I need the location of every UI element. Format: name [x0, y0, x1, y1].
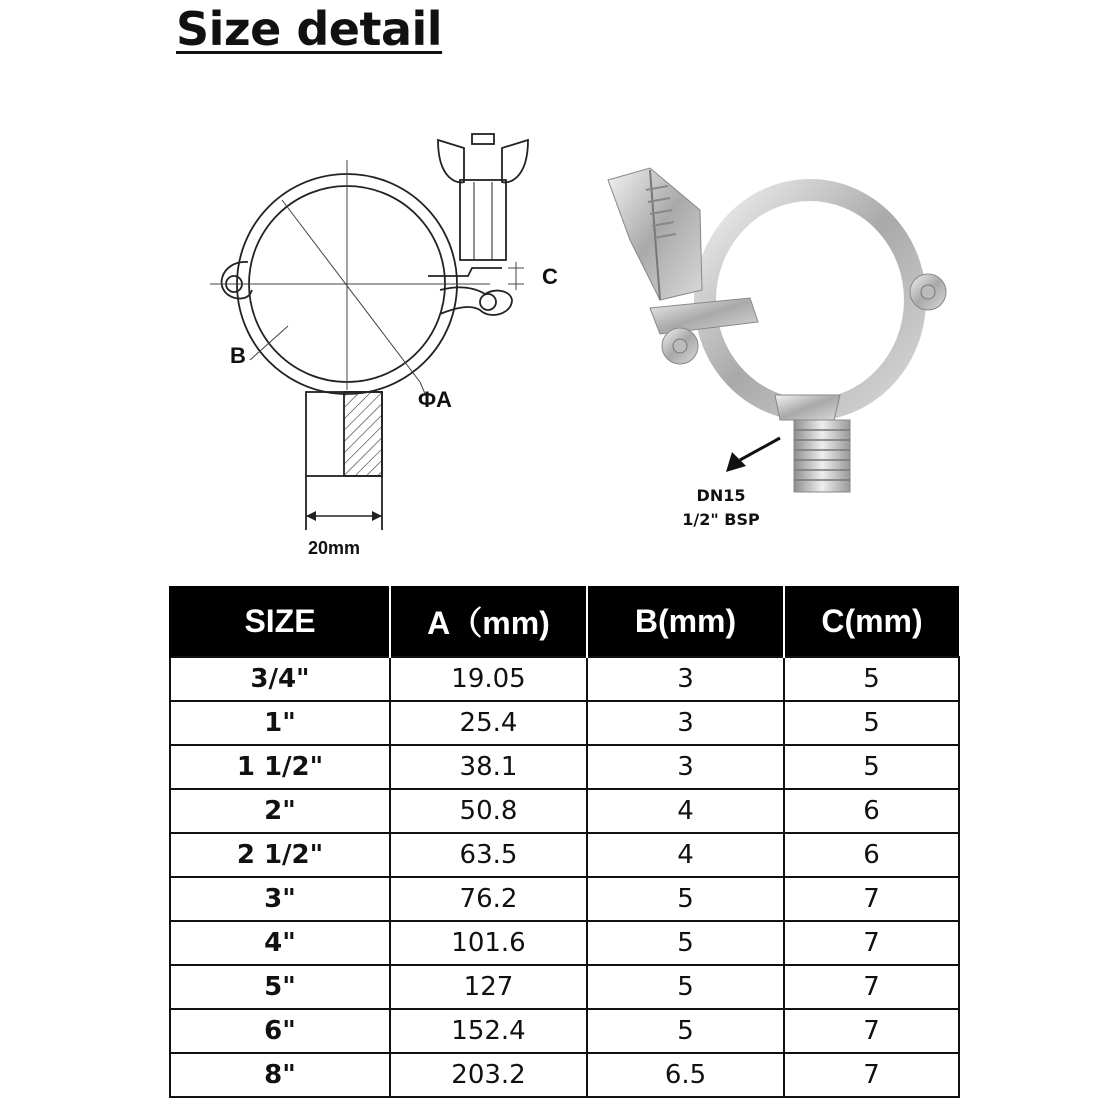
b-cell: 5	[587, 965, 784, 1009]
size-table	[169, 586, 960, 1098]
c-cell: 5	[784, 701, 959, 745]
column-header: SIZE	[170, 586, 390, 657]
table-row	[170, 745, 959, 789]
b-cell: 3	[587, 745, 784, 789]
page-title: Size detail	[176, 2, 443, 56]
thread-spec-line1: DN15	[696, 486, 746, 505]
thread-spec-line2: 1/2" BSP	[682, 510, 760, 529]
a-cell: 127	[390, 965, 587, 1009]
table-row	[170, 789, 959, 833]
table-row	[170, 1009, 959, 1053]
c-cell: 7	[784, 965, 959, 1009]
dimension-a-label: ΦA	[418, 387, 452, 412]
table-header-row	[170, 586, 959, 657]
product-photo	[590, 150, 960, 540]
column-header: B(mm)	[587, 586, 784, 657]
c-cell: 7	[784, 1009, 959, 1053]
c-cell: 6	[784, 789, 959, 833]
a-cell: 19.05	[390, 657, 587, 701]
b-cell: 5	[587, 1009, 784, 1053]
a-cell: 203.2	[390, 1053, 587, 1097]
size-cell: 5"	[170, 965, 390, 1009]
b-cell: 4	[587, 789, 784, 833]
a-cell: 50.8	[390, 789, 587, 833]
size-cell: 8"	[170, 1053, 390, 1097]
b-cell: 5	[587, 921, 784, 965]
c-cell: 7	[784, 877, 959, 921]
a-cell: 76.2	[390, 877, 587, 921]
table-row	[170, 657, 959, 701]
table-row	[170, 965, 959, 1009]
table-row	[170, 877, 959, 921]
size-cell: 2"	[170, 789, 390, 833]
column-header: C(mm)	[784, 586, 959, 657]
b-cell: 4	[587, 833, 784, 877]
size-cell: 4"	[170, 921, 390, 965]
dimension-width-label: 20mm	[308, 538, 361, 558]
c-cell: 5	[784, 745, 959, 789]
size-cell: 2 1/2"	[170, 833, 390, 877]
c-cell: 7	[784, 921, 959, 965]
a-cell: 101.6	[390, 921, 587, 965]
technical-drawing	[190, 120, 590, 570]
dimension-b-label: B	[230, 343, 246, 368]
a-cell: 38.1	[390, 745, 587, 789]
table-row	[170, 921, 959, 965]
column-header: A（mm)	[390, 586, 587, 657]
table-row	[170, 1053, 959, 1097]
size-cell: 3"	[170, 877, 390, 921]
thread-spec-label	[666, 484, 776, 532]
c-cell: 7	[784, 1053, 959, 1097]
a-cell: 152.4	[390, 1009, 587, 1053]
b-cell: 5	[587, 877, 784, 921]
a-cell: 63.5	[390, 833, 587, 877]
c-cell: 6	[784, 833, 959, 877]
size-cell: 1 1/2"	[170, 745, 390, 789]
table-row	[170, 701, 959, 745]
size-cell: 1"	[170, 701, 390, 745]
c-cell: 5	[784, 657, 959, 701]
b-cell: 6.5	[587, 1053, 784, 1097]
size-cell: 6"	[170, 1009, 390, 1053]
b-cell: 3	[587, 657, 784, 701]
b-cell: 3	[587, 701, 784, 745]
a-cell: 25.4	[390, 701, 587, 745]
dimension-c-label: C	[542, 264, 558, 289]
size-cell: 3/4"	[170, 657, 390, 701]
table-row	[170, 833, 959, 877]
